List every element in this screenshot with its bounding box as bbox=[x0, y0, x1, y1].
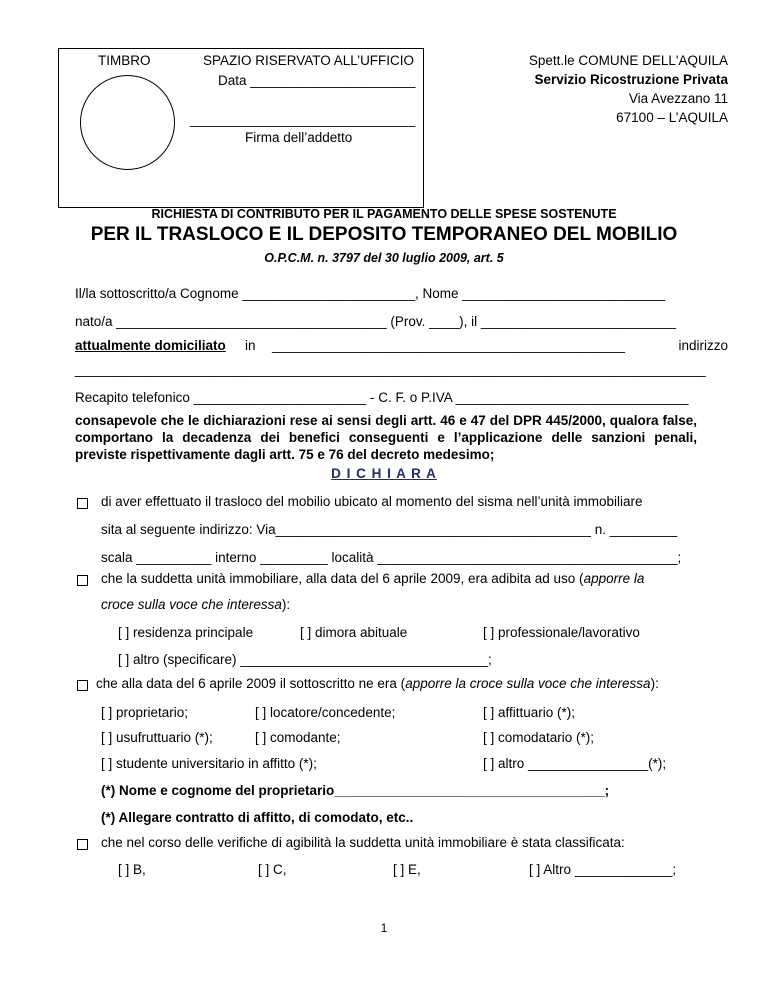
item4-line1: che nel corso delle verifiche di agibilità la suddetta unità immobiliare è stata classificata: bbox=[101, 835, 625, 850]
stamp-circle bbox=[80, 75, 175, 170]
owner-name-label: (*) Nome e cognome del proprietario bbox=[101, 783, 335, 798]
addressee-line3: Via Avezzano 11 bbox=[628, 91, 728, 106]
item1-line1: di aver effettuato il trasloco del mobilio ubicato al momento del sisma nell’unità immobiliare bbox=[101, 494, 643, 509]
addressee-line4: 67100 – L’AQUILA bbox=[616, 110, 728, 125]
addressee-line2: Servizio Ricostruzione Privata bbox=[534, 72, 728, 87]
item3-option-borrower[interactable]: [ ] comodatario (*); bbox=[483, 730, 595, 745]
date-field[interactable]: Data ______________________ bbox=[218, 73, 416, 88]
item3-checkbox[interactable] bbox=[77, 680, 88, 691]
signature-field[interactable]: ______________________________ bbox=[190, 112, 416, 127]
signature-label: Firma dell’addetto bbox=[245, 130, 353, 145]
reserved-space-label: SPAZIO RISERVATO ALL’UFFICIO bbox=[203, 53, 415, 68]
applicant-birth-line[interactable]: nato/a ____________________________________ (Prov. ____), il __________________________ bbox=[75, 314, 677, 329]
declares-heading: D I C H I A R A bbox=[331, 466, 437, 481]
item1-checkbox[interactable] bbox=[77, 498, 88, 509]
item2-line2 bbox=[101, 597, 290, 612]
addressee-line1: Spett.le COMUNE DELL'AQUILA bbox=[528, 53, 728, 68]
item1-line3[interactable]: scala __________ interno _________ località ________________________________________; bbox=[101, 550, 682, 565]
address-field[interactable]: ____________________________________________________________________________________ bbox=[75, 362, 706, 377]
item3-option-lessor[interactable]: [ ] locatore/concedente; bbox=[255, 705, 396, 720]
applicant-name-line[interactable]: Il/la sottoscritto/a Cognome _______________________, Nome ___________________________ bbox=[75, 286, 665, 301]
declaration-text: consapevole che le dichiarazioni rese ai sensi degli artt. 46 e 47 del DPR 445/2000, qualora false, comportano la decadenza dei benefici conseguenti e l’applicazione delle sanzioni penali, previste rispettivamente dagli artt. 75 e 76 del decreto medesimo; bbox=[75, 413, 697, 462]
item4-option-b[interactable]: [ ] B, bbox=[118, 862, 146, 877]
item4-option-c[interactable]: [ ] C, bbox=[258, 862, 287, 877]
item3-line1 bbox=[96, 676, 659, 691]
stamp-label: TIMBRO bbox=[98, 53, 151, 68]
item3-option-lender[interactable]: [ ] comodante; bbox=[255, 730, 341, 745]
item3-line1-italic: apporre la croce sulla voce che interessa bbox=[405, 676, 651, 691]
document-subtitle: RICHIESTA DI CONTRIBUTO PER IL PAGAMENTO DELLE SPESE SOSTENUTE bbox=[151, 207, 617, 221]
item2-line1 bbox=[101, 571, 644, 586]
item3-option-owner[interactable]: [ ] proprietario; bbox=[101, 705, 189, 720]
item1-line2[interactable]: sita al seguente indirizzo: Via__________________________________________ n. _________ bbox=[101, 522, 678, 537]
owner-name-note[interactable] bbox=[101, 783, 609, 798]
item4-option-other[interactable]: [ ] Altro _____________; bbox=[529, 862, 677, 877]
attachment-note: (*) Allegare contratto di affitto, di comodato, etc.. bbox=[101, 810, 414, 825]
item4-option-e[interactable]: [ ] E, bbox=[393, 862, 421, 877]
phone-tax-line[interactable]: Recapito telefonico _______________________ - C. F. o P.IVA _______________________________ bbox=[75, 390, 689, 405]
item2-line1-italic: apporre la bbox=[583, 571, 645, 586]
regulation-reference: O.P.C.M. n. 3797 del 30 luglio 2009, art. 5 bbox=[264, 251, 504, 265]
item4-checkbox[interactable] bbox=[77, 839, 88, 850]
domicile-address-label: indirizzo bbox=[678, 338, 728, 353]
document-title: PER IL TRASLOCO E IL DEPOSITO TEMPORANEO DEL MOBILIO bbox=[90, 224, 678, 245]
item2-line1-text: che la suddetta unità immobiliare, alla data del 6 aprile 2009, era adibita ad uso ( bbox=[101, 571, 584, 586]
domicile-label: attualmente domiciliato bbox=[75, 338, 226, 353]
item2-option-main-residence[interactable]: [ ] residenza principale bbox=[118, 625, 254, 640]
item2-line2-italic: croce sulla voce che interessa bbox=[101, 597, 282, 612]
item2-option-other[interactable]: [ ] altro (specificare) _________________________________; bbox=[118, 652, 492, 667]
item3-option-usufructuary[interactable]: [ ] usufruttuario (*); bbox=[101, 730, 213, 745]
owner-name-field[interactable]: ____________________________________; bbox=[334, 783, 610, 798]
item2-option-professional[interactable]: [ ] professionale/lavorativo bbox=[483, 625, 640, 640]
item3-line1-end: ): bbox=[650, 676, 659, 691]
domicile-in: in bbox=[245, 338, 256, 353]
domicile-field[interactable]: _______________________________________________ bbox=[272, 338, 625, 353]
item2-checkbox[interactable] bbox=[77, 575, 88, 586]
page-number: 1 bbox=[380, 921, 388, 935]
item3-line1-text: che alla data del 6 aprile 2009 il sottoscritto ne era ( bbox=[96, 676, 406, 691]
item2-option-habitual-dwelling[interactable]: [ ] dimora abituale bbox=[300, 625, 408, 640]
item2-line2-text: ): bbox=[281, 597, 291, 612]
item3-option-student[interactable]: [ ] studente universitario in affitto (*); bbox=[101, 756, 317, 771]
item3-option-other[interactable]: [ ] altro ________________(*); bbox=[483, 756, 667, 771]
item3-option-tenant[interactable]: [ ] affittuario (*); bbox=[483, 705, 576, 720]
